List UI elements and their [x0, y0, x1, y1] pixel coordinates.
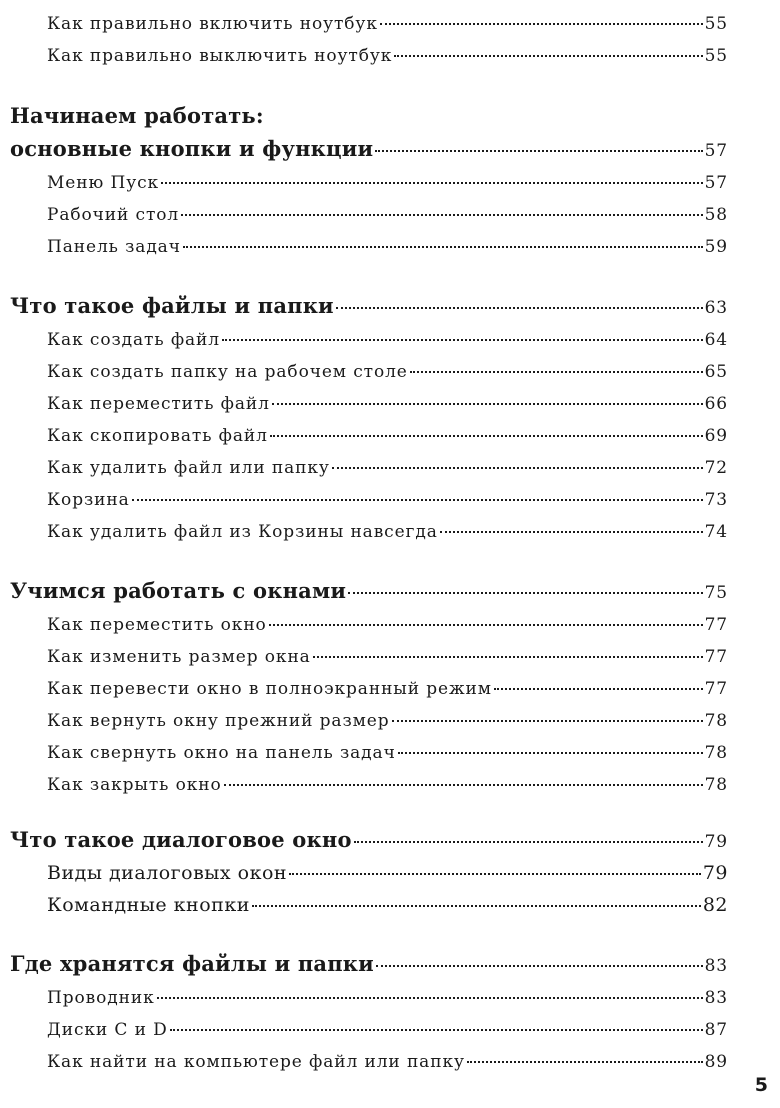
section-page: 79: [704, 832, 728, 852]
toc-entry-title: Как удалить файл или папку: [47, 458, 330, 478]
toc-entry-title: Как вернуть окну прежний размер: [47, 711, 390, 731]
toc-entry-page: 66: [704, 394, 728, 414]
toc-section[interactable]: [0, 573, 780, 603]
toc-entry-page: 83: [704, 988, 728, 1008]
toc-entry[interactable]: [0, 195, 780, 225]
toc-entry-title: Как правильно выключить ноутбук: [47, 46, 393, 66]
dot-leader: [224, 784, 703, 786]
dot-leader: [392, 720, 703, 722]
dot-leader: [170, 1029, 703, 1031]
toc-entry[interactable]: [0, 416, 780, 446]
dot-leader: [467, 1061, 703, 1063]
toc-entry-title: Как закрыть окно: [47, 775, 222, 795]
toc-entry-title: Как переместить файл: [47, 394, 270, 414]
toc-entry-page: 55: [704, 14, 728, 34]
toc-entry[interactable]: [0, 605, 780, 635]
dot-leader: [222, 339, 703, 341]
toc-entry-title: Как переместить окно: [47, 615, 267, 635]
dot-leader: [332, 467, 703, 469]
toc-entry-page: 77: [704, 615, 728, 635]
dot-leader: [272, 403, 703, 405]
toc-entry[interactable]: [0, 480, 780, 510]
toc-entry-page: 74: [704, 522, 728, 542]
dot-leader: [398, 752, 703, 754]
toc-section[interactable]: [0, 946, 780, 976]
dot-leader: [289, 873, 701, 875]
dot-leader: [440, 531, 703, 533]
dot-leader: [252, 905, 701, 907]
section-title: Что такое файлы и папки: [10, 293, 334, 318]
section-heading-line1: Начинаем работать:: [10, 103, 264, 128]
toc-entry[interactable]: [0, 4, 780, 34]
toc-section[interactable]: [0, 822, 780, 852]
toc-entry-title: Как свернуть окно на панель задач: [47, 743, 396, 763]
dot-leader: [354, 841, 703, 843]
toc-entry-page: 77: [704, 679, 728, 699]
dot-leader: [410, 371, 703, 373]
toc-entry[interactable]: [0, 765, 780, 795]
toc-entry[interactable]: [0, 886, 780, 916]
section-page: 63: [704, 298, 728, 318]
dot-leader: [380, 23, 703, 25]
toc-entry-page: 82: [702, 894, 728, 916]
section-page: 57: [704, 141, 728, 161]
toc-entry-page: 69: [704, 426, 728, 446]
toc-entry-page: 89: [704, 1052, 728, 1072]
section-title: Учимся работать с окнами: [10, 578, 347, 603]
dot-leader: [375, 150, 702, 152]
toc-entry[interactable]: [0, 352, 780, 382]
toc-entry-page: 55: [704, 46, 728, 66]
section-title: Где хранятся файлы и папки: [10, 951, 374, 976]
toc-entry[interactable]: [0, 227, 780, 257]
toc-entry[interactable]: [0, 733, 780, 763]
toc-entry-page: 78: [704, 775, 728, 795]
section-page: 75: [704, 583, 728, 603]
toc-entry[interactable]: [0, 669, 780, 699]
toc-entry[interactable]: [0, 1010, 780, 1040]
dot-leader: [269, 624, 703, 626]
section-title: Что такое диалоговое окно: [10, 827, 352, 852]
toc-entry[interactable]: [0, 637, 780, 667]
toc-entry[interactable]: [0, 854, 780, 884]
dot-leader: [132, 499, 703, 501]
dot-leader: [336, 307, 703, 309]
toc-entry-page: 77: [704, 647, 728, 667]
toc-entry-title: Как найти на компьютере файл или папку: [47, 1052, 465, 1072]
toc-entry[interactable]: [0, 384, 780, 414]
toc-entry[interactable]: [0, 978, 780, 1008]
dot-leader: [394, 55, 702, 57]
section-title: основные кнопки и функции: [10, 136, 374, 161]
toc-entry-page: 59: [704, 237, 728, 257]
dot-leader: [161, 182, 702, 184]
toc-entry-page: 72: [704, 458, 728, 478]
toc-entry-title: Корзина: [47, 490, 130, 510]
toc-entry-page: 64: [704, 330, 728, 350]
toc-entry-title: Как изменить размер окна: [47, 647, 311, 667]
toc-entry[interactable]: [0, 163, 780, 193]
toc-entry-title: Виды диалоговых окон: [47, 862, 288, 884]
toc-entry[interactable]: [0, 512, 780, 542]
toc-entry-title: Проводник: [47, 988, 155, 1008]
toc-entry[interactable]: [0, 1042, 780, 1072]
toc-section[interactable]: [0, 288, 780, 318]
dot-leader: [348, 592, 702, 594]
page-number: 5: [754, 1074, 768, 1096]
dot-leader: [270, 435, 703, 437]
dot-leader: [181, 214, 702, 216]
toc-section[interactable]: [0, 131, 780, 161]
toc-entry-title: Как правильно включить ноутбук: [47, 14, 378, 34]
toc-entry-page: 79: [702, 862, 728, 884]
toc-entry-title: Рабочий стол: [47, 205, 180, 225]
toc-entry-title: Как удалить файл из Корзины навсегда: [47, 522, 438, 542]
toc-entry-page: 78: [704, 743, 728, 763]
toc-entry-title: Командные кнопки: [47, 894, 250, 916]
toc-entry-title: Панель задач: [47, 237, 181, 257]
toc-entry-title: Меню Пуск: [47, 173, 160, 193]
toc-entry[interactable]: [0, 320, 780, 350]
toc-entry-page: 57: [704, 173, 728, 193]
dot-leader: [376, 965, 703, 967]
dot-leader: [183, 246, 703, 248]
section-page: 83: [704, 956, 728, 976]
toc-entry[interactable]: [0, 701, 780, 731]
toc-entry-title: Как скопировать файл: [47, 426, 268, 446]
toc-entry-title: Диски C и D: [47, 1020, 168, 1040]
dot-leader: [157, 997, 703, 999]
toc-entry-page: 73: [704, 490, 728, 510]
toc-entry-title: Как создать папку на рабочем столе: [47, 362, 408, 382]
dot-leader: [313, 656, 703, 658]
toc-entry-page: 65: [704, 362, 728, 382]
toc-entry-title: Как перевести окно в полноэкранный режим: [47, 679, 492, 699]
toc-entry[interactable]: [0, 448, 780, 478]
toc-entry-page: 87: [704, 1020, 728, 1040]
toc-entry-title: Как создать файл: [47, 330, 220, 350]
toc-entry[interactable]: [0, 36, 780, 66]
toc-entry-page: 78: [704, 711, 728, 731]
dot-leader: [494, 688, 703, 690]
toc-entry-page: 58: [704, 205, 728, 225]
